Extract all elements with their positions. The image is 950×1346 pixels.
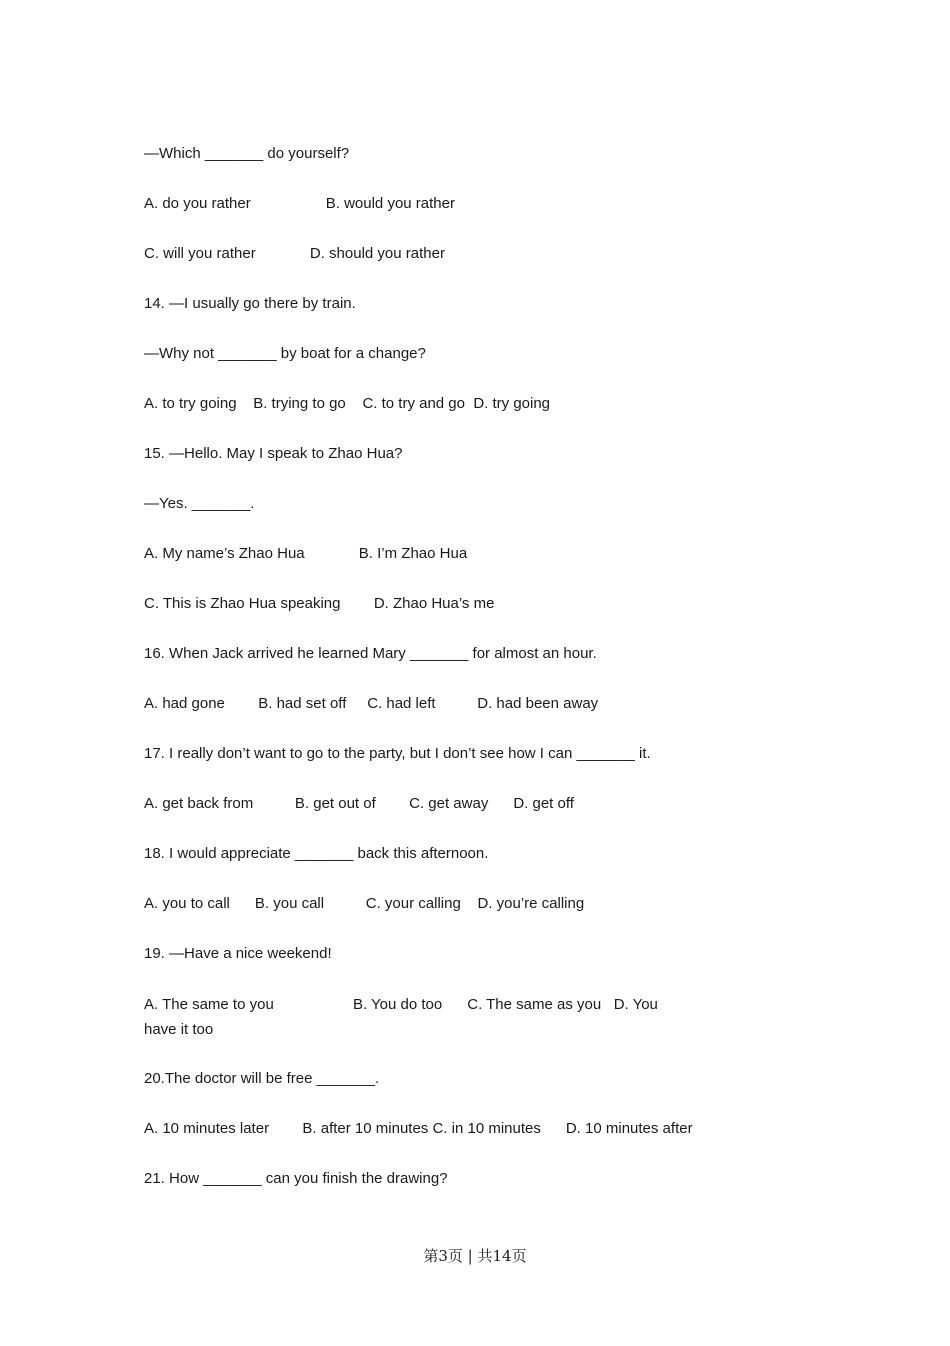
question-15-options-ab: A. My name’s Zhao Hua B. I’m Zhao Hua — [144, 545, 468, 562]
question-13-options-cd: C. will you rather D. should you rather — [144, 245, 445, 262]
question-19-options: A. The same to you B. You do too C. The same as you D. You have it too — [144, 996, 663, 1038]
question-16-stem: 16. When Jack arrived he learned Mary _______ for almost an hour. — [144, 645, 597, 662]
question-21-stem: 21. How _______ can you finish the drawing? — [144, 1170, 448, 1187]
question-20-options: A. 10 minutes later B. after 10 minutes C. in 10 minutes D. 10 minutes after — [144, 1120, 693, 1137]
question-13-options-ab: A. do you rather B. would you rather — [144, 195, 455, 212]
question-13-stem: —Which _______ do yourself? — [144, 145, 350, 162]
question-14-reply: —Why not _______ by boat for a change? — [144, 345, 426, 362]
question-19-stem: 19. —Have a nice weekend! — [144, 945, 332, 962]
question-20-stem: 20.The doctor will be free _______. — [144, 1070, 380, 1087]
question-18-options: A. you to call B. you call C. your calling D. you’re calling — [144, 895, 585, 912]
question-14-options: A. to try going B. trying to go C. to try and go D. try going — [144, 395, 551, 412]
question-16-options: A. had gone B. had set off C. had left D. had been away — [144, 695, 599, 712]
question-18-stem: 18. I would appreciate _______ back this afternoon. — [144, 845, 489, 862]
page-footer: 第3页 | 共14页 — [423, 1247, 527, 1265]
question-17-stem: 17. I really don’t want to go to the party, but I don’t see how I can _______ it. — [144, 745, 651, 762]
question-14-stem: 14. —I usually go there by train. — [144, 295, 356, 312]
question-15-reply: —Yes. _______. — [144, 495, 255, 512]
question-15-options-cd: C. This is Zhao Hua speaking D. Zhao Hua’s me — [144, 595, 495, 612]
question-15-stem: 15. —Hello. May I speak to Zhao Hua? — [144, 445, 403, 462]
question-17-options: A. get back from B. get out of C. get away D. get off — [144, 795, 574, 812]
